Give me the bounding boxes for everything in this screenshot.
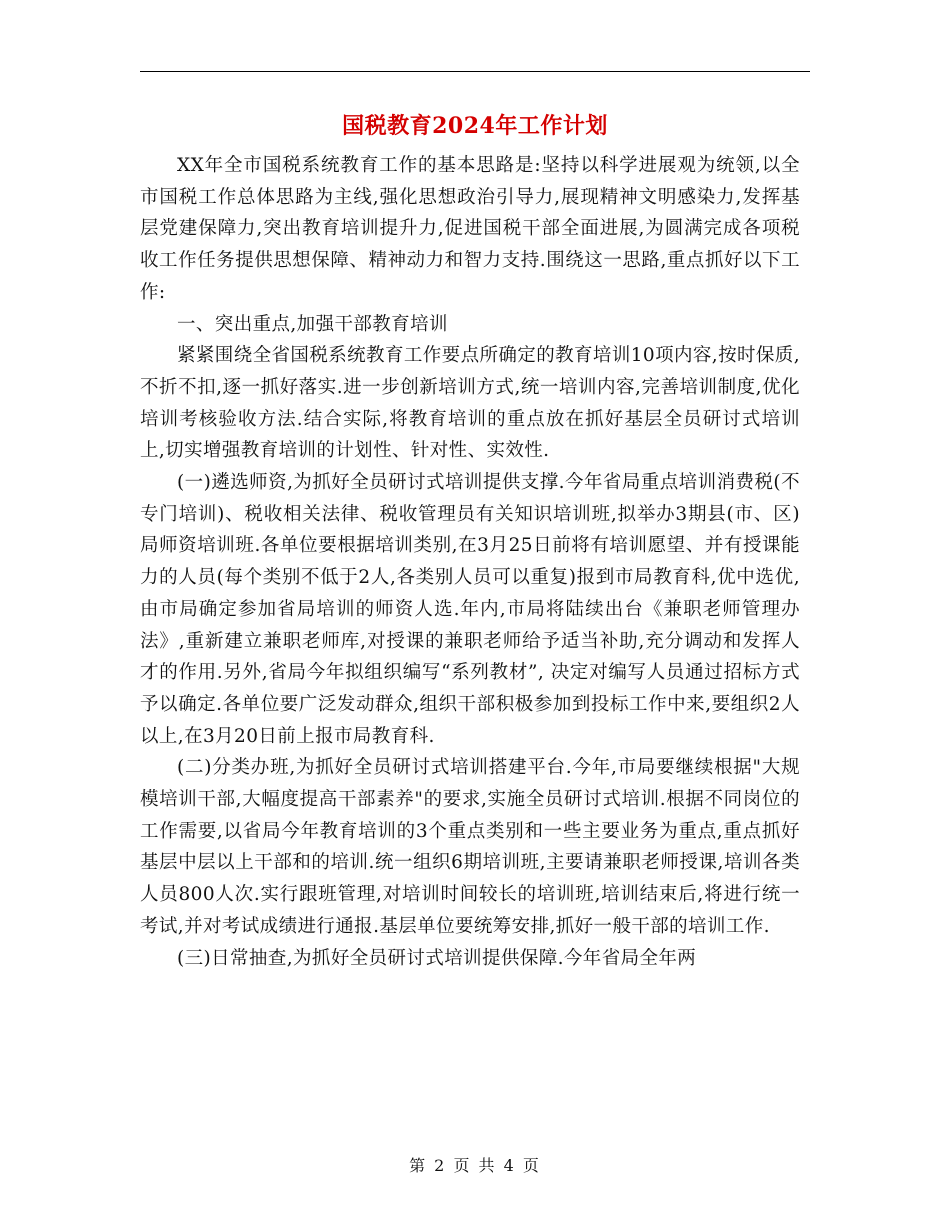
document-body bbox=[140, 150, 800, 974]
document-title: 国税教育2024年工作计划 bbox=[342, 113, 608, 139]
paragraph-item-1: (一)遴选师资,为抓好全员研讨式培训提供支撑.今年省局重点培训消费税(不专门培训)、税收相关法律、税收管理员有关知识培训班,拟举办3期县(市、区)局师资培训班.各单位要根据培训类别,在3月25日前将有培训愿望、并有授课能力的人员(每个类别不低于2人,各类别人员可以重复)报到市局教育科,优中选优,由市局确定参加省局培训的师资人选.年内,市局将陆续出台《兼职老师管理办法》,重新建立兼职老师库,对授课的兼职老师给予适当补助,充分调动和发挥人才的作用.另外,省局今年拟组织编写“系列教材”, 决定对编写人员通过招标方式予以确定.各单位要广泛发动群众,组织干部积极参加到投标工作中来,要组织2人以上,在3月20日前上报市局教育科. bbox=[140, 472, 800, 747]
paragraph-item-3: (三)日常抽查,为抓好全员研讨式培训提供保障.今年省局全年两 bbox=[177, 947, 697, 969]
section-heading-1: 一、突出重点,加强干部教育培训 bbox=[177, 313, 448, 335]
header-rule bbox=[140, 71, 810, 72]
paragraph-intro: XX年全市国税系统教育工作的基本思路是:坚持以科学进展观为统领,以全市国税工作总体思路为主线,强化思想政治引导力,展现精神文明感染力,发挥基层党建保障力,突出教育培训提升力,促进国税干部全面进展,为圆满完成各项税收工作任务提供思想保障、精神动力和智力支持.围绕这一思路,重点抓好以下工作: bbox=[140, 155, 800, 303]
paragraph-training: 紧紧围绕全省国税系统教育工作要点所确定的教育培训10项内容,按时保质,不折不扣,逐一抓好落实.进一步创新培训方式,统一培训内容,完善培训制度,优化培训考核验收方法.结合实际,将教育培训的重点放在抓好基层全员研讨式培训上,切实增强教育培训的计划性、针对性、实效性. bbox=[140, 345, 800, 462]
paragraph-item-2: (二)分类办班,为抓好全员研讨式培训搭建平台.今年,市局要继续根据"大规模培训干部,大幅度提高干部素养"的要求,实施全员研讨式培训.根据不同岗位的工作需要,以省局今年教育培训的3个重点类别和一些主要业务为重点,重点抓好基层中层以上干部和的培训.统一组织6期培训班,主要请兼职老师授课,培训各类人员800人次.实行跟班管理,对培训时间较长的培训班,培训结束后,将进行统一考试,并对考试成绩进行通报.基层单位要统筹安排,抓好一般干部的培训工作. bbox=[140, 757, 800, 937]
page-number-footer: 第 2 页 共 4 页 bbox=[409, 1156, 541, 1175]
